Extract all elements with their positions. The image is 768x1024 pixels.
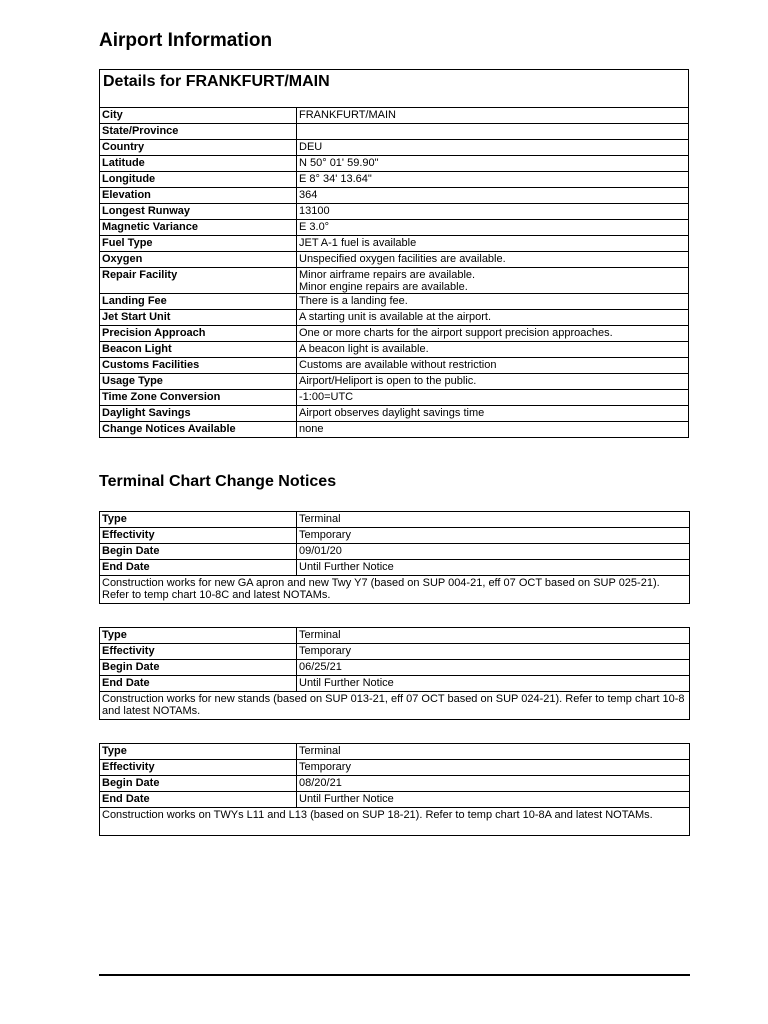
detail-label-city: City bbox=[100, 108, 297, 124]
table-row bbox=[100, 390, 688, 406]
table-row bbox=[100, 660, 690, 676]
notice-value-effectivity: Temporary bbox=[297, 644, 690, 660]
table-row bbox=[100, 422, 688, 438]
detail-label-daylight-savings: Daylight Savings bbox=[100, 406, 297, 422]
detail-value-longitude: E 8° 34' 13.64" bbox=[297, 172, 689, 188]
table-row bbox=[100, 108, 688, 124]
table-row bbox=[100, 204, 688, 220]
table-row bbox=[100, 310, 688, 326]
notice-description: Construction works for new stands (based on SUP 013-21, eff 07 OCT based on SUP 024-21). Refer to temp chart 10-8 and latest NOTAMs. bbox=[100, 692, 690, 720]
change-notice-1 bbox=[99, 511, 690, 604]
table-row bbox=[100, 576, 690, 604]
notice-table bbox=[99, 627, 690, 720]
detail-label-customs-facilities: Customs Facilities bbox=[100, 358, 297, 374]
table-row bbox=[100, 544, 690, 560]
notice-table bbox=[99, 511, 690, 604]
notices-section-title: Terminal Chart Change Notices bbox=[99, 473, 337, 490]
table-row bbox=[100, 776, 690, 792]
notice-label-begin-date: Begin Date bbox=[100, 660, 297, 676]
table-row bbox=[100, 792, 690, 808]
detail-value-country: DEU bbox=[297, 140, 689, 156]
table-row bbox=[100, 326, 688, 342]
detail-value-repair-facility bbox=[297, 268, 689, 294]
detail-label-country: Country bbox=[100, 140, 297, 156]
notice-label-end-date: End Date bbox=[100, 676, 297, 692]
airport-details-table bbox=[100, 108, 688, 437]
table-row bbox=[100, 406, 688, 422]
table-row bbox=[100, 140, 688, 156]
table-row bbox=[100, 172, 688, 188]
detail-value-time-zone: -1:00=UTC bbox=[297, 390, 689, 406]
detail-label-repair-facility: Repair Facility bbox=[100, 268, 297, 294]
table-row bbox=[100, 294, 688, 310]
repair-engine-text: Minor engine repairs are available. bbox=[299, 281, 468, 293]
detail-label-change-notices: Change Notices Available bbox=[100, 422, 297, 438]
detail-label-elevation: Elevation bbox=[100, 188, 297, 204]
notice-value-begin-date: 09/01/20 bbox=[297, 544, 690, 560]
notice-label-effectivity: Effectivity bbox=[100, 644, 297, 660]
detail-value-elevation: 364 bbox=[297, 188, 689, 204]
table-row bbox=[100, 692, 690, 720]
table-row bbox=[100, 342, 688, 358]
detail-value-fuel-type: JET A-1 fuel is available bbox=[297, 236, 689, 252]
notice-label-effectivity: Effectivity bbox=[100, 528, 297, 544]
table-row bbox=[100, 236, 688, 252]
details-header: Details for FRANKFURT/MAIN bbox=[100, 70, 688, 108]
detail-label-magnetic-variance: Magnetic Variance bbox=[100, 220, 297, 236]
notice-label-begin-date: Begin Date bbox=[100, 544, 297, 560]
detail-label-longest-runway: Longest Runway bbox=[100, 204, 297, 220]
detail-value-jet-start-unit: A starting unit is available at the airport. bbox=[297, 310, 689, 326]
notice-value-effectivity: Temporary bbox=[297, 760, 690, 776]
detail-label-longitude: Longitude bbox=[100, 172, 297, 188]
table-row bbox=[100, 628, 690, 644]
table-row bbox=[100, 358, 688, 374]
detail-label-state: State/Province bbox=[100, 124, 297, 140]
detail-value-beacon-light: A beacon light is available. bbox=[297, 342, 689, 358]
table-row bbox=[100, 644, 690, 660]
table-row bbox=[100, 676, 690, 692]
notice-description: Construction works for new GA apron and new Twy Y7 (based on SUP 004-21, eff 07 OCT based on SUP 025-21). Refer to temp chart 10-8C and latest NOTAMs. bbox=[100, 576, 690, 604]
detail-value-landing-fee: There is a landing fee. bbox=[297, 294, 689, 310]
change-notice-2 bbox=[99, 627, 690, 720]
table-row bbox=[100, 760, 690, 776]
notice-value-type: Terminal bbox=[297, 628, 690, 644]
table-row bbox=[100, 512, 690, 528]
notice-label-end-date: End Date bbox=[100, 560, 297, 576]
detail-value-oxygen: Unspecified oxygen facilities are available. bbox=[297, 252, 689, 268]
table-row bbox=[100, 808, 690, 836]
detail-value-magnetic-variance: E 3.0° bbox=[297, 220, 689, 236]
detail-label-fuel-type: Fuel Type bbox=[100, 236, 297, 252]
table-row bbox=[100, 156, 688, 172]
notice-table bbox=[99, 743, 690, 836]
detail-value-state bbox=[297, 124, 689, 140]
detail-label-beacon-light: Beacon Light bbox=[100, 342, 297, 358]
detail-value-daylight-savings: Airport observes daylight savings time bbox=[297, 406, 689, 422]
table-row bbox=[100, 124, 688, 140]
detail-value-usage-type: Airport/Heliport is open to the public. bbox=[297, 374, 689, 390]
notice-label-type: Type bbox=[100, 512, 297, 528]
notice-label-begin-date: Begin Date bbox=[100, 776, 297, 792]
notice-value-type: Terminal bbox=[297, 512, 690, 528]
table-row bbox=[100, 528, 690, 544]
notice-label-end-date: End Date bbox=[100, 792, 297, 808]
detail-label-latitude: Latitude bbox=[100, 156, 297, 172]
notice-value-effectivity: Temporary bbox=[297, 528, 690, 544]
table-row bbox=[100, 188, 688, 204]
detail-label-landing-fee: Landing Fee bbox=[100, 294, 297, 310]
notice-value-begin-date: 08/20/21 bbox=[297, 776, 690, 792]
notice-value-end-date: Until Further Notice bbox=[297, 676, 690, 692]
airport-details-box bbox=[99, 69, 689, 438]
detail-label-time-zone: Time Zone Conversion bbox=[100, 390, 297, 406]
table-row bbox=[100, 252, 688, 268]
detail-value-longest-runway: 13100 bbox=[297, 204, 689, 220]
page-title: Airport Information bbox=[99, 30, 273, 51]
notice-label-type: Type bbox=[100, 628, 297, 644]
table-row bbox=[100, 744, 690, 760]
table-row bbox=[100, 560, 690, 576]
detail-label-usage-type: Usage Type bbox=[100, 374, 297, 390]
detail-label-precision-approach: Precision Approach bbox=[100, 326, 297, 342]
detail-value-change-notices: none bbox=[297, 422, 689, 438]
detail-label-jet-start-unit: Jet Start Unit bbox=[100, 310, 297, 326]
table-row bbox=[100, 220, 688, 236]
detail-value-customs-facilities: Customs are available without restriction bbox=[297, 358, 689, 374]
notice-value-type: Terminal bbox=[297, 744, 690, 760]
detail-value-city: FRANKFURT/MAIN bbox=[297, 108, 689, 124]
notice-description: Construction works on TWYs L11 and L13 (based on SUP 18-21). Refer to temp chart 10-8A and latest NOTAMs. bbox=[100, 808, 690, 836]
notice-value-end-date: Until Further Notice bbox=[297, 560, 690, 576]
table-row bbox=[100, 374, 688, 390]
notice-value-end-date: Until Further Notice bbox=[297, 792, 690, 808]
notice-label-effectivity: Effectivity bbox=[100, 760, 297, 776]
detail-value-precision-approach: One or more charts for the airport support precision approaches. bbox=[297, 326, 689, 342]
detail-label-oxygen: Oxygen bbox=[100, 252, 297, 268]
notice-label-type: Type bbox=[100, 744, 297, 760]
change-notice-3 bbox=[99, 743, 690, 836]
table-row bbox=[100, 268, 688, 294]
footer-divider bbox=[99, 974, 690, 976]
repair-airframe-text: Minor airframe repairs are available. bbox=[299, 269, 476, 281]
notice-value-begin-date: 06/25/21 bbox=[297, 660, 690, 676]
detail-value-latitude: N 50° 01' 59.90" bbox=[297, 156, 689, 172]
